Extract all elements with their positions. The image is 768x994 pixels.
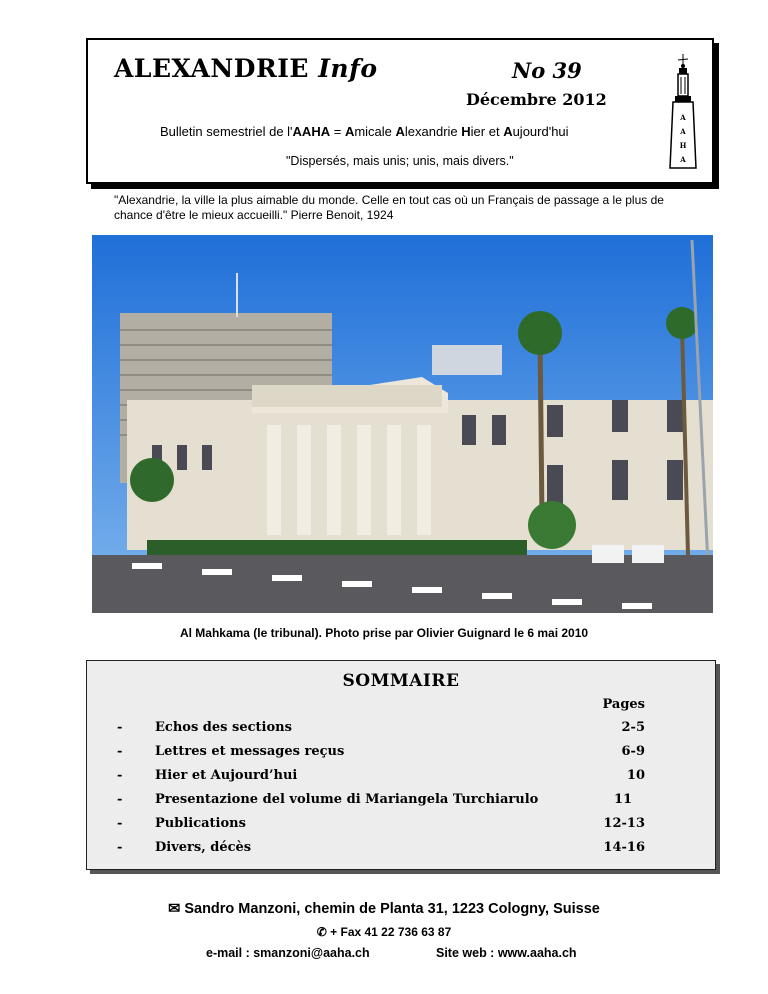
toc-item-pages: 14-16 — [603, 840, 645, 855]
toc-item-label: Divers, décès — [155, 840, 252, 855]
table-of-contents — [86, 660, 716, 870]
address-text: Sandro Manzoni, chemin de Planta 31, 1223 Cologny, Suisse — [184, 901, 600, 917]
toc-bullet: - — [117, 768, 123, 783]
toc-bullet: - — [117, 840, 123, 855]
toc-item — [87, 816, 715, 836]
toc-item-label: Echos des sections — [155, 720, 292, 735]
toc-item-pages: 11 — [614, 792, 633, 807]
toc-item — [87, 792, 715, 812]
toc-bullet: - — [117, 816, 123, 831]
website-link[interactable]: Site web : www.aaha.ch — [436, 946, 577, 960]
motto: "Dispersés, mais unis; unis, mais divers." — [286, 154, 514, 168]
logo-letter: A — [680, 155, 686, 164]
title-info: Info — [318, 54, 378, 83]
toc-bullet: - — [117, 744, 123, 759]
toc-bullet: - — [117, 792, 123, 807]
issue-number: No 39 — [512, 58, 582, 83]
phone-text: + Fax 41 22 736 63 87 — [330, 925, 452, 939]
toc-item — [87, 840, 715, 860]
subtitle: Bulletin semestriel de l'AAHA = Amicale Alexandrie Hier et Aujourd'hui — [160, 124, 569, 139]
issue-date: Décembre 2012 — [466, 90, 607, 109]
toc-pages-header: Pages — [602, 697, 645, 712]
phone-line — [0, 925, 768, 939]
title-alexandrie: ALEXANDRIE — [114, 54, 309, 83]
toc-item-pages: 10 — [626, 768, 645, 783]
toc-title: SOMMAIRE — [342, 671, 460, 691]
postal-address — [0, 901, 768, 917]
toc-item-label: Hier et Aujourd’hui — [155, 768, 298, 783]
toc-item — [87, 768, 715, 788]
toc-item-label: Publications — [155, 816, 246, 831]
toc-item-label: Presentazione del volume di Mariangela Turchiarulo — [155, 792, 539, 807]
tribunal-photo — [92, 235, 713, 613]
toc-item-pages: 2-5 — [621, 720, 645, 735]
lighthouse-logo-icon — [666, 54, 700, 170]
email-link[interactable]: e-mail : smanzoni@aaha.ch — [206, 946, 370, 960]
logo-letter: A — [680, 113, 686, 122]
logo-letter: H — [679, 141, 687, 150]
toc-item — [87, 744, 715, 764]
photo-caption: Al Mahkama (le tribunal). Photo prise par Olivier Guignard le 6 mai 2010 — [179, 626, 589, 640]
phone-icon: ✆ — [316, 925, 327, 939]
toc-item — [87, 720, 715, 740]
toc-item-pages: 12-13 — [603, 816, 645, 831]
envelope-icon: ✉ — [168, 901, 181, 917]
toc-item-label: Lettres et messages reçus — [155, 744, 345, 759]
masthead — [86, 38, 714, 184]
bulletin-title — [114, 54, 378, 83]
toc-bullet: - — [117, 720, 123, 735]
epigraph-quote: "Alexandrie, la ville la plus aimable du monde. Celle en tout cas où un Français de passage a le plus de chance d'être le mieux accueilli." Pierre Benoit, 1924 — [114, 193, 664, 222]
toc-item-pages: 6-9 — [621, 744, 645, 759]
logo-letter: A — [680, 127, 686, 136]
